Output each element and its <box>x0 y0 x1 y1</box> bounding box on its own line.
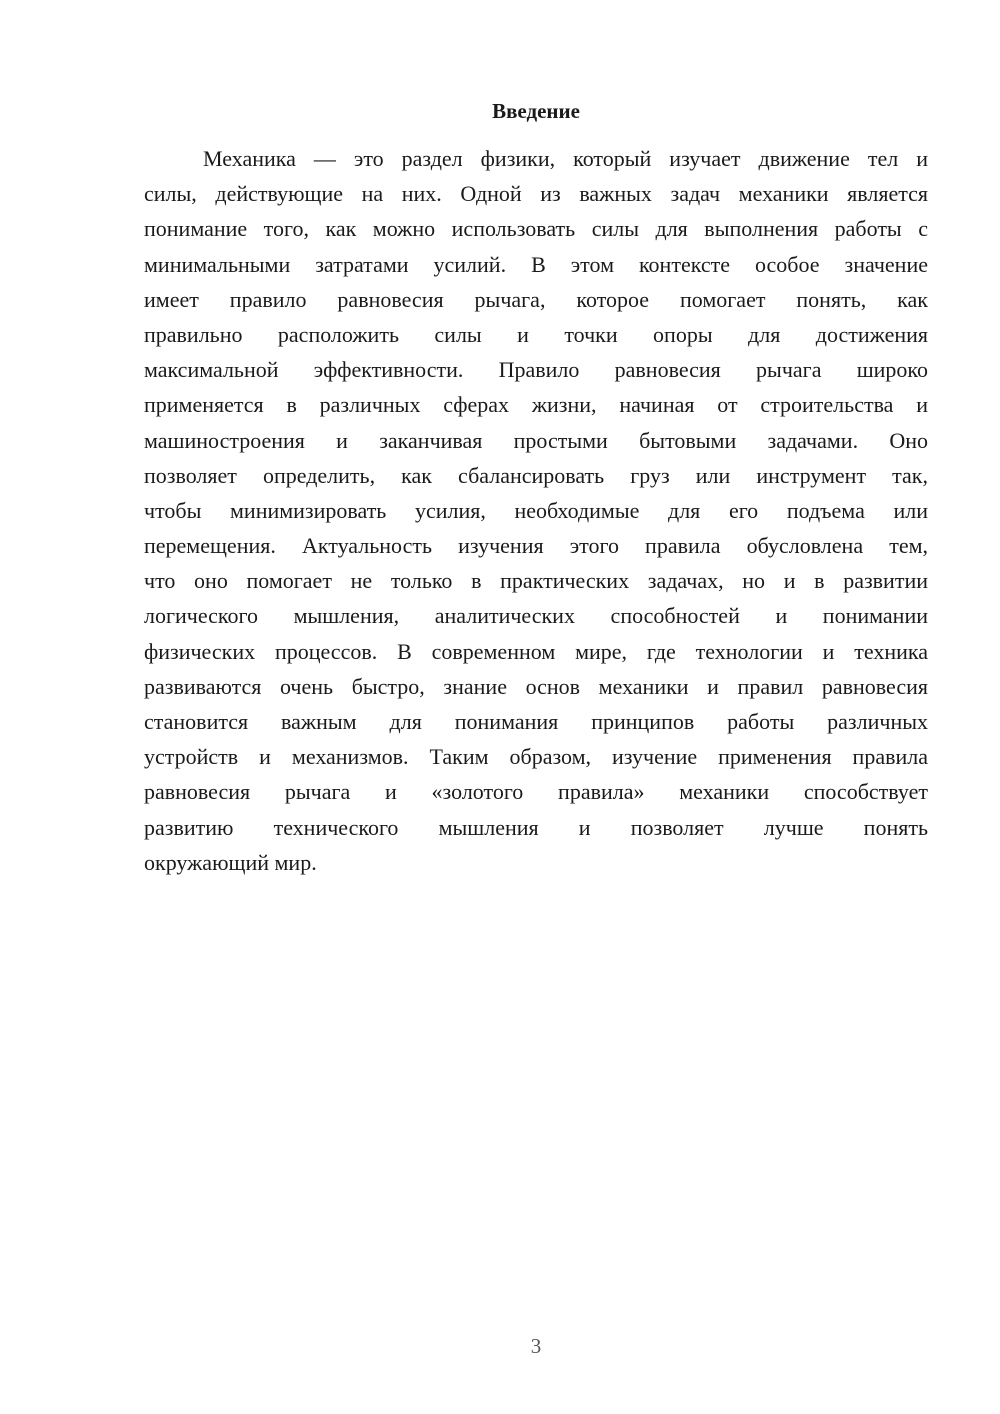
paragraph-line: окружающий мир. <box>144 849 317 875</box>
paragraph-line: минимальными затратами усилий. В этом контексте особое значение <box>144 251 928 277</box>
paragraph-line: понимание того, как можно использовать силы для выполнения работы с <box>144 216 928 242</box>
paragraph-line: правильно расположить силы и точки опоры для достижения <box>144 321 928 347</box>
paragraph-line: машиностроения и заканчивая простыми бытовыми задачами. Оно <box>144 427 928 453</box>
paragraph-line: силы, действующие на них. Одной из важных задач механики является <box>144 181 928 207</box>
paragraph-line: логического мышления, аналитических способностей и понимании <box>144 603 928 629</box>
paragraph-line: имеет правило равновесия рычага, которое помогает понять, как <box>144 286 928 312</box>
page-number: 3 <box>530 1334 542 1358</box>
section-heading: Введение <box>492 99 580 123</box>
paragraph-line: физических процессов. В современном мире, где технологии и техника <box>144 638 928 664</box>
paragraph-line: перемещения. Актуальность изучения этого правила обусловлена тем, <box>144 533 928 559</box>
paragraph-line: позволяет определить, как сбалансировать груз или инструмент так, <box>144 462 928 488</box>
paragraph-line: устройств и механизмов. Таким образом, изучение применения правила <box>144 744 928 770</box>
body-paragraph <box>144 141 928 880</box>
paragraph-line: развитию технического мышления и позволяет лучше понять <box>144 814 928 840</box>
paragraph-line: максимальной эффективности. Правило равновесия рычага широко <box>144 357 928 383</box>
paragraph-line: развиваются очень быстро, знание основ механики и правил равновесия <box>144 673 928 699</box>
paragraph-line: Механика — это раздел физики, который изучает движение тел и <box>203 146 928 171</box>
paragraph-line: становится важным для понимания принципов работы различных <box>144 709 928 734</box>
paragraph-line: применяется в различных сферах жизни, начиная от строительства и <box>144 392 928 418</box>
paragraph-line: чтобы минимизировать усилия, необходимые для его подъема или <box>144 497 928 523</box>
paragraph-line: равновесия рычага и «золотого правила» механики способствует <box>144 779 928 805</box>
paragraph-line: что оно помогает не только в практических задачах, но и в развитии <box>144 568 928 594</box>
